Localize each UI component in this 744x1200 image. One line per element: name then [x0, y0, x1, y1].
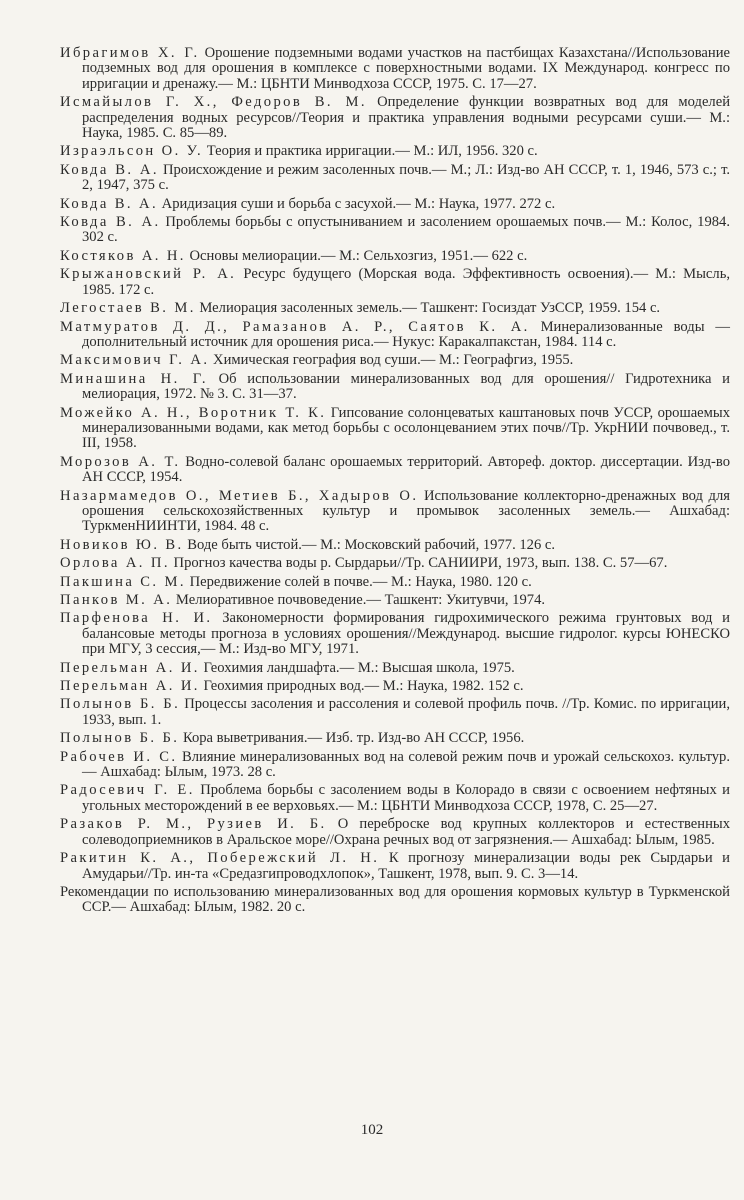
bibliography-entry: [60, 817, 730, 848]
entry-author: Парфенова Н. И.: [60, 610, 213, 627]
bibliography-entry: [60, 406, 730, 452]
entry-author: Ракитин К. А., Побережский Л. Н.: [60, 850, 380, 867]
entry-text: Химическая география вод суши.— М.: Географгиз, 1955.: [209, 352, 574, 369]
entry-text: О переброске вод крупных коллекторов и естественных солеводоприемников в Аральское море//Охрана речных вод от загрязнения.— Ашхабад: Ылым, 1985.: [82, 816, 731, 848]
entry-author: Ибрагимов Х. Г.: [60, 45, 200, 61]
bibliography-entry: [60, 197, 730, 212]
bibliography-entry: [60, 489, 730, 535]
bibliography-entry: [60, 697, 730, 728]
entry-text: Прогноз качества воды р. Сырдарьи//Тр. САНИИРИ, 1973, вып. 138. С. 57—67.: [169, 555, 668, 572]
bibliography-entry: [60, 593, 730, 608]
bibliography-entry: [60, 267, 730, 298]
entry-author: Исмайылов Г. Х., Федоров В. М.: [60, 94, 367, 111]
entry-author: Перельман А. И.: [60, 659, 200, 676]
entry-text: Процессы засоления и рассоления и солевой профиль почв. //Тр. Комис. по ирригации, 1933, вып. 1.: [82, 696, 730, 728]
entry-text: Проблема борьбы с засолением воды в Колорадо в связи с освоением нефтяных и угольных месторождений в ее верховьях.— М.: ЦБНТИ Минводхоза СССР, 1978, С. 25—27.: [82, 782, 730, 814]
bibliography-entry: [60, 215, 730, 246]
bibliography-entry: [60, 320, 730, 351]
entry-author: Ковда В. А.: [60, 214, 161, 231]
bibliography-entry: [60, 144, 730, 159]
entry-author: Морозов А. Т.: [60, 453, 181, 470]
entry-text: Мелиоративное почвоведение.— Ташкент: Укитувчи, 1974.: [172, 592, 546, 608]
entry-author: Ковда В. А.: [60, 195, 159, 212]
bibliography-entry: [60, 353, 730, 368]
entry-author: Пакшина С. М.: [60, 573, 186, 590]
bibliography-entry: [60, 249, 730, 264]
entry-author: Разаков Р. М., Рузиев И. Б.: [60, 816, 327, 833]
entry-text: Теория и практика ирригации.— М.: ИЛ, 1956. 320 с.: [203, 143, 538, 160]
entry-author: Минашина Н. Г.: [60, 370, 208, 387]
entry-text: Об использовании минерализованных вод для орошения// Гидротехника и мелиорация, 1972. № 3. С. 31—37.: [82, 370, 730, 403]
bibliography-entry: [60, 163, 730, 194]
entry-text: Орошение подземными водами участков на пастбищах Казахстана//Использование подземных вод для орошения в комплексе с поверхностными водами. IX Международ. конгресс по ирригации и дренажу.— М.: ЦБНТИ Минводхоза СССР, 1975. С. 17—27.: [82, 45, 730, 92]
entry-text: Ресурс будущего (Морская вода. Эффективность освоения).— М.: Мысль, 1985. 172 с.: [82, 266, 730, 298]
entry-author: Перельман А. И.: [60, 678, 200, 695]
entry-text: Геохимия природных вод.— М.: Наука, 1982. 152 с.: [199, 678, 524, 695]
entry-text: Определение функции возвратных вод для моделей распределения водных ресурсов//Теория и практика управления водными ресурсами суши.— М.: Наука, 1985. С. 85—89.: [82, 94, 731, 142]
entry-text: Водно-солевой баланс орошаемых территорий. Автореф. доктор. диссертации. Изд-во АН СССР, 1954.: [82, 453, 730, 486]
entry-author: Легостаев В. М.: [60, 300, 196, 317]
page-number: 102: [360, 1122, 384, 1138]
entry-text: Минерализованные воды — дополнительный источник для орошения риса.— Нукус: Каракалпакстан, 1984. 114 с.: [82, 318, 730, 350]
bibliography-entry: [60, 301, 730, 316]
entry-text: Кора выветривания.— Изб. тр. Изд-во АН СССР, 1956.: [179, 730, 525, 747]
entry-text: Происхождение и режим засоленных почв.— М.; Л.: Изд-во АН СССР, т. 1, 1946, 573 с.; т. 2, 1947, 375 с.: [82, 161, 730, 194]
entry-text: Использование коллекторно-дренажных вод для орошения сельскохозяйственных культур и промывок засоленных земель.— Ашхабад: ТуркменНИИНТИ, 1984. 48 с.: [82, 487, 730, 535]
entry-author: Орлова А. П.: [60, 555, 170, 572]
bibliography-entry: [60, 575, 730, 590]
bibliography-entry: [60, 750, 730, 781]
bibliography-entry: [60, 95, 730, 141]
bibliography-entry: [60, 851, 730, 882]
bibliography-entry: [60, 556, 730, 571]
entry-author: Радосевич Г. Е.: [60, 782, 195, 799]
entry-author: Ковда В. А.: [60, 161, 159, 178]
bibliography-entry: [60, 731, 730, 746]
entry-text: К прогнозу минерализации воды рек Сырдарьи и Амударьи//Тр. ин-та «Средазгипроводхлопок», Ташкент, 1978, вып. 9. С. 3—14.: [82, 850, 730, 882]
entry-text: Закономерности формирования гидрохимического режима грунтовых вод и балансовые методы прогноза в условиях орошения//Международ. высшие гидролог. курсы ЮНЕСКО при МГУ, 3 сессия,— М.: Изд-во МГУ, 1971.: [82, 610, 730, 658]
entry-author: Можейко А. Н., Воротник Т. К.: [60, 404, 327, 421]
bibliography-entry: [60, 611, 730, 657]
entry-author: Матмуратов Д. Д., Рамазанов А. Р., Саятов К. А.: [60, 318, 530, 335]
entry-text: Воде быть чистой.— М.: Московский рабочий, 1977. 126 с.: [183, 536, 556, 553]
entry-author: Израэльсон О. У.: [60, 143, 204, 160]
entry-text: Проблемы борьбы с опустыниванием и засолением орошаемых почв.— М.: Колос, 1984. 302 с.: [82, 214, 730, 246]
entry-author: Назармамедов О., Метиев Б., Хадыров О.: [60, 487, 419, 504]
entry-author: Новиков Ю. В.: [60, 536, 184, 553]
entry-text: Рекомендации по использованию минерализованных вод для орошения кормовых культур в Туркменской ССР.— Ашхабад: Ылым, 1982. 20 с.: [60, 883, 730, 916]
bibliography-entry: [60, 679, 730, 694]
entry-author: Панков М. А.: [60, 592, 173, 608]
bibliography-entry: [60, 46, 730, 92]
entry-text: Аридизация суши и борьба с засухой.— М.: Наука, 1977. 272 с.: [158, 195, 556, 212]
entry-author: Полынов Б. Б.: [60, 696, 181, 713]
entry-text: Основы мелиорации.— М.: Сельхозгиз, 1951.— 622 с.: [185, 247, 528, 264]
bibliography-entry: [60, 455, 730, 486]
entry-text: Геохимия ландшафта.— М.: Высшая школа, 1975.: [199, 659, 515, 676]
entry-author: Крыжановский Р. А.: [60, 266, 237, 283]
entry-author: Рабочев И. С.: [60, 748, 178, 765]
entry-text: Передвижение солей в почве.— М.: Наука, 1980. 120 с.: [185, 573, 532, 590]
bibliography-entry: [60, 372, 730, 403]
bibliography-entry: [60, 661, 730, 676]
entry-author: Максимович Г. А.: [60, 352, 210, 369]
bibliography-entry: [60, 885, 730, 916]
entry-text: Гипсование солонцеватых каштановых почв УССР, орошаемых минерализованными водами, как метод борьбы с осолонцеванием этих почв//Тр. УкрНИИ почвовед., т. III, 1958.: [82, 404, 730, 452]
entry-author: Полынов Б. Б.: [60, 730, 180, 747]
bibliography-entry: [60, 783, 730, 814]
bibliography-list: [60, 46, 730, 919]
entry-text: Влияние минерализованных вод на солевой режим почв и урожай сельскохоз. культур.— Ашхабад: Ылым, 1973. 28 с.: [82, 748, 730, 781]
bibliography-entry: [60, 538, 730, 553]
entry-author: Костяков А. Н.: [60, 247, 186, 264]
entry-text: Мелиорация засоленных земель.— Ташкент: Госиздат УзССР, 1959. 154 с.: [195, 300, 661, 317]
